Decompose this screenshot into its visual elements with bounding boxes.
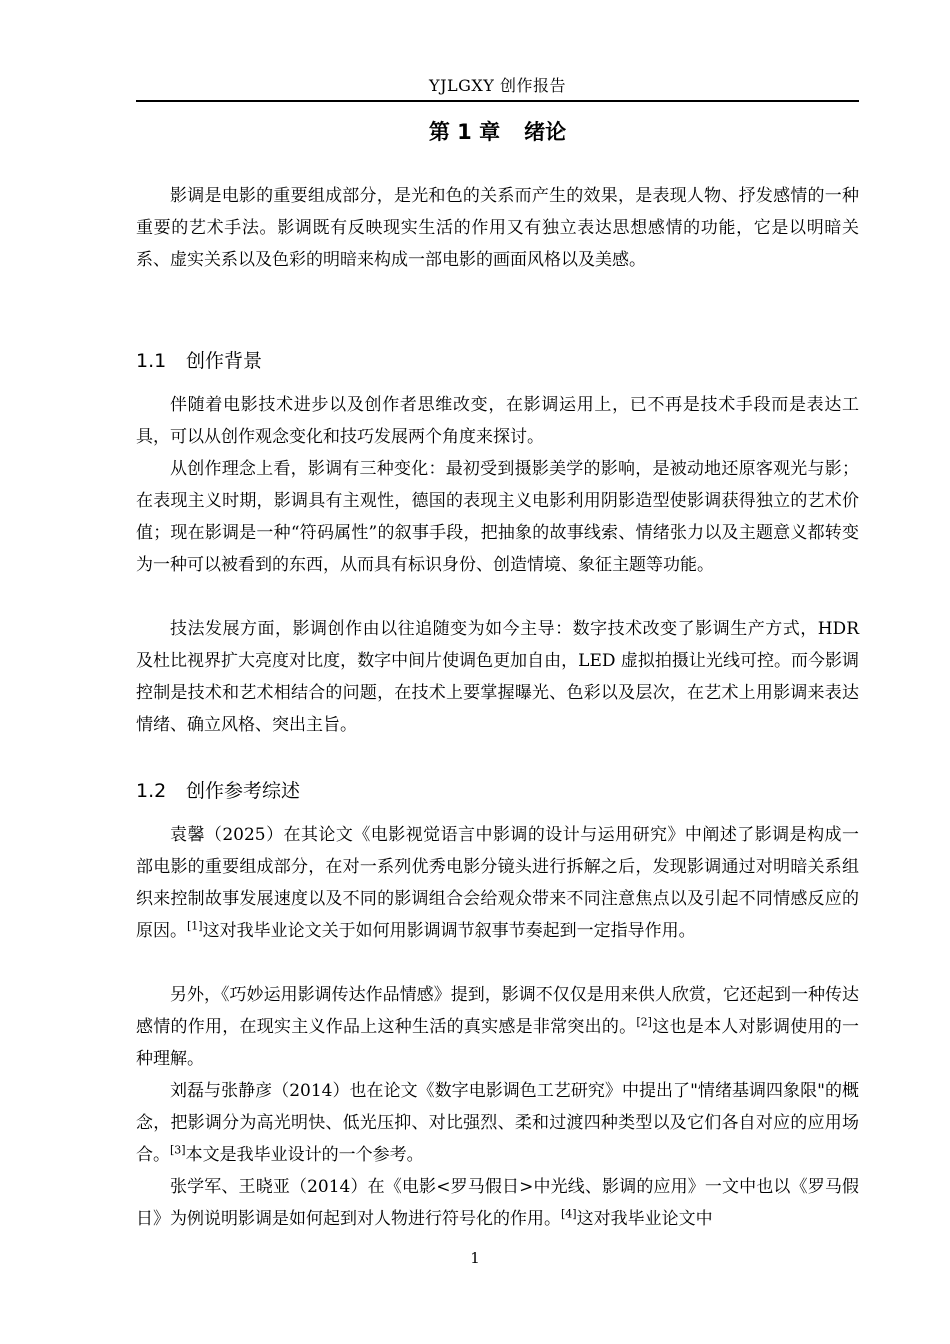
header-rule bbox=[136, 100, 859, 102]
section1-paragraph-3: 技法发展方面，影调创作由以往追随变为如今主导：数字技术改变了影调生产方式，HDR 及杜比视界扩大亮度对比度，数字中间片使调色更加自由，LED 虚拟拍摄让光线可控。而今影调控制是技术和艺术相结合的问题，在技术上要掌握曝光、色彩以及层次，在艺术上用影调来表达情绪、确立风格、突出主旨。 bbox=[136, 619, 859, 735]
intro-paragraph: 影调是电影的重要组成部分，是光和色的关系而产生的效果，是表现人物、抒发感情的一种重要的艺术手法。影调既有反映现实生活的作用又有独立表达思想感情的功能，它是以明暗关系、虚实关系以及色彩的明暗来构成一部电影的画面风格以及美感。 bbox=[136, 186, 859, 270]
section2-paragraph-1: 袁馨（2025）在其论文《电影视觉语言中影调的设计与运用研究》中阐述了影调是构成一部电影的重要组成部分，在对一系列优秀电影分镜头进行拆解之后，发现影调通过对明暗关系组织来控制故事发展速度以及不同的影调组合会给观众带来不同注意焦点以及引起不同情感反应的原因。[1]这对我毕业论文关于如何用影调调节叙事节奏起到一定指导作用。 bbox=[136, 825, 859, 941]
section2-paragraph-2: 另外，《巧妙运用影调传达作品情感》提到，影调不仅仅是用来供人欣赏，它还起到一种传达感情的作用，在现实主义作品上这种生活的真实感是非常突出的。[2]这也是本人对影调使用的一种理解。 bbox=[136, 985, 859, 1069]
section1-paragraph-1: 伴随着电影技术进步以及创作者思维改变，在影调运用上，已不再是技术手段而是表达工具，可以从创作观念变化和技巧发展两个角度来探讨。 bbox=[136, 395, 859, 447]
section-title: 创作背景 bbox=[186, 350, 263, 372]
section-heading-1-1 bbox=[136, 348, 262, 374]
section1-paragraph-2: 从创作理念上看，影调有三种变化：最初受到摄影美学的影响，是被动地还原客观光与影；在表现主义时期，影调具有主观性，德国的表现主义电影利用阴影造型使影调获得独立的艺术价值；现在影调是一种“符码属性”的叙事手段，把抽象的故事线索、情绪张力以及主题意义都转变为一种可以被看到的东西，从而具有标识身份、创造情境、象征主题等功能。 bbox=[136, 459, 859, 575]
chapter-title bbox=[136, 118, 859, 146]
section-title: 创作参考综述 bbox=[186, 780, 301, 802]
section2-paragraph-3: 刘磊与张静彦（2014）也在论文《数字电影调色工艺研究》中提出了"情绪基调四象限"的概念，把影调分为高光明快、低光压抑、对比强烈、柔和过渡四种类型以及它们各自对应的应用场合。[3]本文是我毕业设计的一个参考。 bbox=[136, 1081, 859, 1165]
chapter-number: 第 1 章 bbox=[428, 120, 501, 144]
citation-ref[interactable]: [3] bbox=[170, 1143, 186, 1157]
running-header: YJLGXY 创作报告 bbox=[429, 76, 566, 95]
citation-ref[interactable]: [4] bbox=[561, 1207, 577, 1221]
section2-paragraph-4: 张学军、王晓亚（2014）在《电影<罗马假日>中光线、影调的应用》一文中也以《罗马假日》为例说明影调是如何起到对人物进行符号化的作用。[4]这对我毕业论文中 bbox=[136, 1177, 859, 1229]
section-number: 1.1 bbox=[136, 350, 167, 372]
section-number: 1.2 bbox=[136, 780, 167, 802]
citation-ref[interactable]: [1] bbox=[187, 919, 203, 933]
citation-ref[interactable]: [2] bbox=[636, 1015, 652, 1029]
section-heading-1-2 bbox=[136, 778, 300, 804]
chapter-name: 绪论 bbox=[524, 120, 567, 144]
page-number: 1 bbox=[470, 1249, 480, 1267]
